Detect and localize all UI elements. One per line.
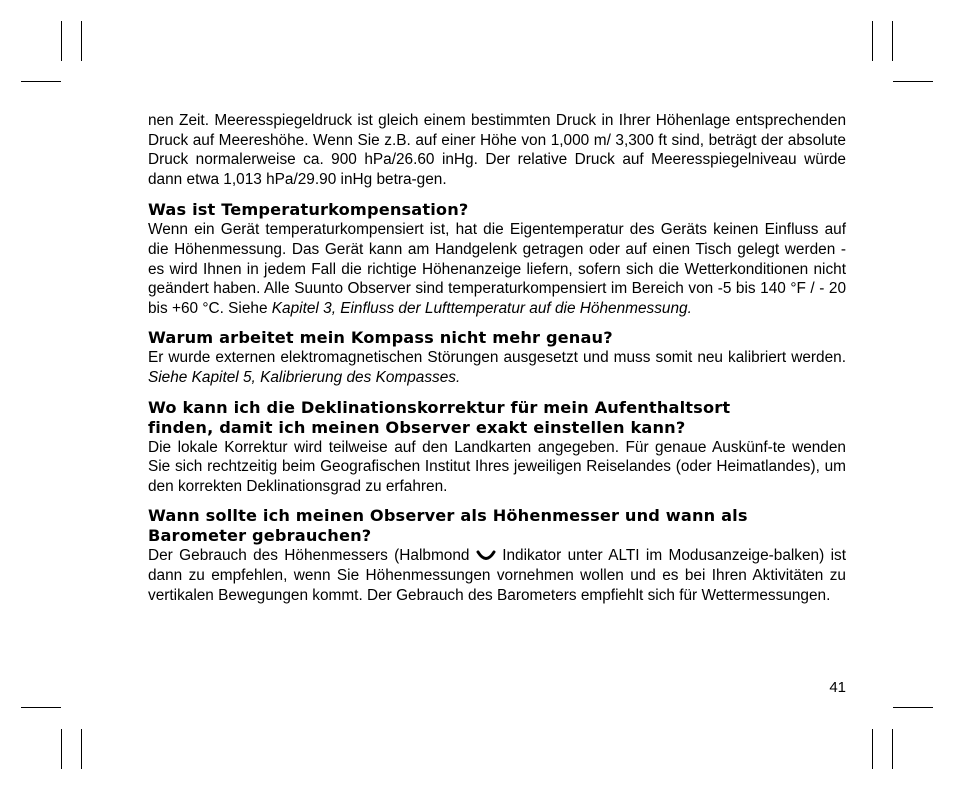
section-temperature-compensation (148, 200, 846, 318)
page-body (148, 111, 846, 615)
section-compass-accuracy (148, 328, 846, 387)
heading-line: finden, damit ich meinen Observer exakt einstellen kann? (148, 417, 686, 437)
chapter-reference: Kapitel 3, Einfluss der Lufttemperatur auf die Höhenmessung. (271, 299, 692, 317)
crop-mark (893, 81, 933, 82)
body-text: Indikator unter ALTI im Modusanzeige-balken) ist dann zu empfehlen, wenn Sie Höhenmessungen vornehmen wollen und es bei Ihren Aktivitäten zu vertikalen Bewegungen kommt. Der Gebrauch des Barometers empfiehlt sich für Wettermessungen. (148, 547, 846, 604)
crop-mark (892, 729, 893, 769)
section-body: Die lokale Korrektur wird teilweise auf den Landkarten angegeben. Für genaue Auskünf-te wenden Sie sich rechtzeitig beim Geografischen Institut Ihres jeweiligen Reiselandes (oder Heimatlandes), um den korrekten Deklinationsgrad zu erfahren. (148, 438, 846, 495)
crop-mark (872, 729, 873, 769)
body-text: Wenn ein Gerät temperaturkompensiert ist, hat die Eigentemperatur des Geräts keinen Einfluss auf die Höhenmessung. Das Gerät kann am Handgelenk getragen oder auf einen Tisch gelegt werden - es wird Ihnen in jedem Fall die richtige Höhenanzeige liefern, sofern sich die Wetterkonditionen nicht geändert haben. Alle Suunto Observer sind temperaturkompensiert im Bereich von -5 bis 140 °F / - 20 bis +60 °C. Siehe (148, 221, 846, 317)
crop-mark (893, 707, 933, 708)
crop-mark (892, 21, 893, 61)
heading-line: Wann sollte ich meinen Observer als Höhenmesser und wann als (148, 506, 748, 526)
section-heading: Was ist Temperaturkompensation? (148, 200, 469, 220)
crop-mark (21, 81, 61, 82)
section-body (148, 348, 846, 387)
heading-line: Wo kann ich die Deklinationskorrektur für mein Aufenthaltsort (148, 397, 731, 417)
page-number: 41 (829, 679, 846, 696)
section-declination (148, 398, 846, 497)
body-text: Er wurde externen elektromagnetischen Störungen ausgesetzt und muss somit neu kalibriert werden. (148, 349, 846, 367)
chapter-reference: Siehe Kapitel 5, Kalibrierung des Kompasses. (148, 368, 461, 386)
section-heading: Warum arbeitet mein Kompass nicht mehr genau? (148, 328, 613, 348)
heading-line: Barometer gebrauchen? (148, 526, 372, 546)
section-altimeter-barometer (148, 506, 846, 605)
section-body (148, 546, 846, 605)
crop-mark (61, 21, 62, 61)
half-moon-indicator-icon (476, 549, 496, 563)
crop-mark (61, 729, 62, 769)
body-text: Der Gebrauch des Höhenmessers (Halbmond (148, 547, 476, 565)
crop-mark (872, 21, 873, 61)
crop-mark (81, 21, 82, 61)
section-heading (148, 506, 846, 546)
crop-mark (21, 707, 61, 708)
intro-paragraph: nen Zeit. Meeresspiegeldruck ist gleich einem bestimmten Druck in Ihrer Höhenlage entsprechenden Druck auf Meereshöhe. Wenn Sie z.B. auf einer Höhe von 1,000 m/ 3,300 ft sind, beträgt der absolute Druck normalerweise ca. 900 hPa/26.60 inHg. Der relative Druck auf Meeresspiegelniveau würde dann etwa 1,013 hPa/29.90 inHg betra-gen. (148, 112, 846, 188)
section-heading (148, 398, 846, 438)
section-body (148, 220, 846, 318)
crop-mark (81, 729, 82, 769)
